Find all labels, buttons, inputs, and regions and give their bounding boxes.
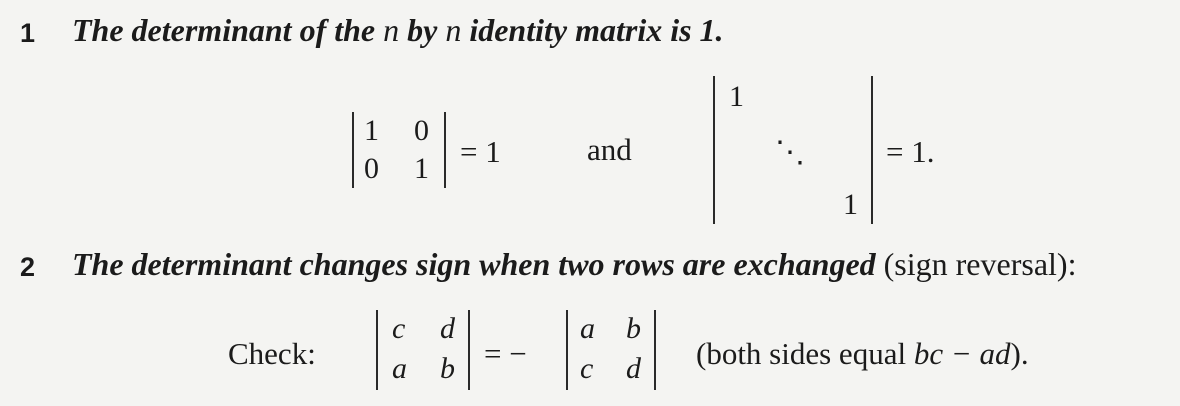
rule-1-text-b: by xyxy=(407,12,438,48)
matrix-entry: b xyxy=(440,352,455,385)
matrix-entry: 1 xyxy=(364,114,379,147)
matrix-entry: d xyxy=(626,352,641,385)
matrix-entry: d xyxy=(440,312,455,345)
matrix-entry: 1 xyxy=(729,80,744,113)
matrix-entry: 0 xyxy=(414,114,429,147)
matrix-entry: b xyxy=(626,312,641,345)
identity-2x2-determinant xyxy=(352,112,446,188)
rule-2-text: The determinant changes sign when two rows are exchanged xyxy=(72,246,876,282)
matrix-entry: c xyxy=(392,312,406,345)
matrix-entry: 1 xyxy=(843,188,858,221)
rule-1-text-a: The determinant of the xyxy=(72,12,376,48)
equals-one: = 1 xyxy=(460,134,501,169)
rule-2-parenthetical: (sign reversal): xyxy=(883,246,1077,282)
equals-one-period: = 1. xyxy=(886,134,935,169)
rule-2-number: 2 xyxy=(20,252,36,282)
rule-2-statement xyxy=(72,246,1076,283)
check-label: Check: xyxy=(228,336,316,371)
matrix-entry: a xyxy=(580,312,595,345)
rule-1-text-c: identity matrix is 1. xyxy=(469,12,724,48)
both-sides-note xyxy=(696,336,1029,372)
rule-1-statement xyxy=(72,12,724,49)
matrix-entry: 1 xyxy=(414,152,429,185)
diagonal-dots: ⋱ xyxy=(775,136,805,169)
identity-nxn-determinant xyxy=(713,76,873,224)
variable-n: n xyxy=(445,12,462,48)
original-determinant xyxy=(566,310,656,390)
note-close: ). xyxy=(1010,336,1029,371)
note-expression: bc − ad xyxy=(913,336,1011,371)
equals-minus: = − xyxy=(484,336,527,371)
variable-n: n xyxy=(383,12,400,48)
note-open: (both sides equal xyxy=(696,336,907,371)
matrix-entry: c xyxy=(580,352,594,385)
swapped-rows-determinant xyxy=(376,310,470,390)
and-word: and xyxy=(587,132,632,167)
matrix-entry: a xyxy=(392,352,407,385)
rule-1-number: 1 xyxy=(20,18,36,48)
matrix-entry: 0 xyxy=(364,152,379,185)
